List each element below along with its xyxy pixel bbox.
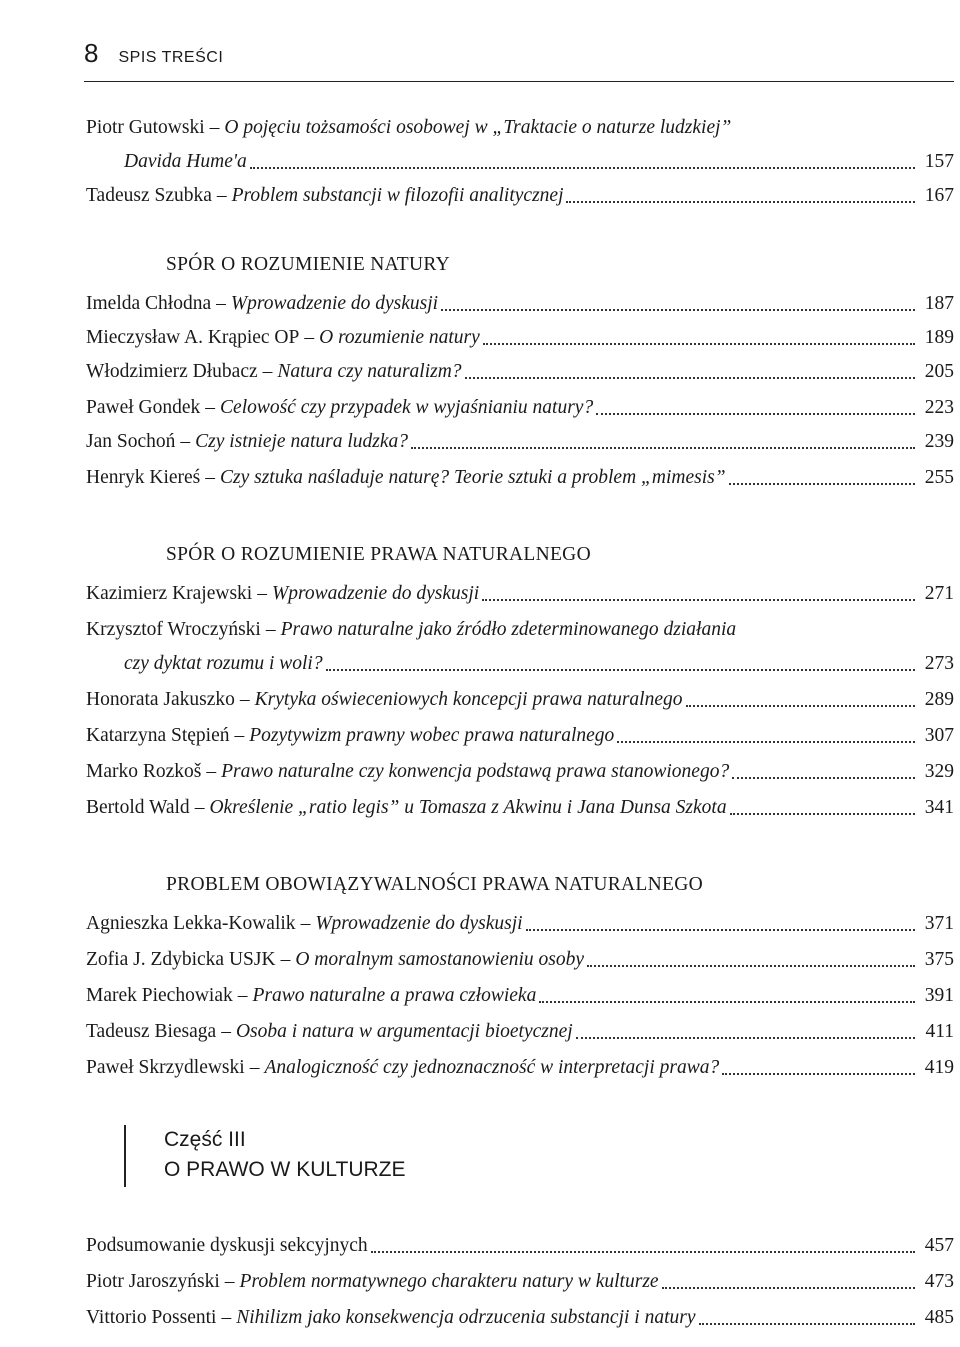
entry-author: Imelda Chłodna [86,293,212,314]
entry-page-number: 457 [924,1235,954,1256]
toc-entry [86,176,954,208]
entry-author: Jan Sochoń [86,431,176,452]
dot-leader [411,446,915,449]
entry-author: Marko Rozkoš [86,761,202,782]
toc-entry [86,976,954,1008]
entry-author: Marek Piechowiak [86,985,233,1006]
entry-author: Honorata Jakuszko [86,689,235,710]
toc-entry [86,904,954,936]
toc-entry [86,458,954,490]
entry-title: Celowość czy przypadek w wyjaśnianiu natury? [220,397,594,418]
dot-leader [596,412,915,415]
toc-entry [86,940,954,972]
entry-author: Tadeusz Biesaga [86,1021,217,1042]
toc-entry [86,318,954,350]
section-heading: SPÓR O ROZUMIENIE PRAWA NATURALNEGO [166,544,591,565]
dot-leader [699,1322,916,1325]
dot-leader [730,812,915,815]
toc-entry [86,610,954,642]
dot-leader [732,776,915,779]
entry-author: Podsumowanie dyskusji sekcyjnych [86,1235,368,1256]
part-heading [124,1125,406,1187]
dot-leader [483,342,915,345]
entry-title: Czy istnieje natura ludzka? [195,431,408,452]
entry-page-number: 411 [925,1021,954,1042]
dot-leader [250,166,915,169]
entry-dash: – [206,761,217,782]
entry-author: Bertold Wald [86,797,190,818]
entry-page-number: 473 [924,1271,954,1292]
entry-title: Wprowadzenie do dyskusji [230,293,439,314]
entry-author: Włodzimierz Dłubacz [86,361,258,382]
dot-leader [587,964,915,967]
toc-entry [86,284,954,316]
entry-title: Prawo naturalne jako źródło zdeterminowanego działania [280,619,737,640]
toc-entry [86,108,954,140]
entry-author: Katarzyna Stępień [86,725,230,746]
dot-leader [617,740,915,743]
entry-dash: – [249,1057,260,1078]
entry-page-number: 289 [924,689,954,710]
entry-author: Piotr Gutowski [86,117,205,138]
entry-dash: – [239,689,250,710]
entry-title: Pozytywizm prawny wobec prawa naturalnego [249,725,615,746]
toc-entry [86,716,954,748]
entry-page-number: 329 [924,761,954,782]
entry-dash: – [194,797,205,818]
entry-title: Określenie „ratio legis” u Tomasza z Akwinu i Jana Dunsa Szkota [209,797,727,818]
entry-title: Wprowadzenie do dyskusji [315,913,523,934]
toc-entry [86,574,954,606]
entry-dash: – [180,431,191,452]
toc-entry [86,680,954,712]
entry-page-number: 187 [924,293,954,314]
entry-dash: – [224,1271,235,1292]
entry-dash: – [237,985,248,1006]
dot-leader [371,1250,915,1253]
section-heading: PROBLEM OBOWIĄZYWALNOŚCI PRAWA NATURALNEGO [166,874,703,895]
entry-dash: – [209,117,220,138]
toc-entry [86,1262,954,1294]
toc-entry [86,352,954,384]
entry-dash: – [234,725,245,746]
entry-dash: – [300,913,311,934]
toc-entry [86,1048,954,1080]
dot-leader [465,376,915,379]
entry-author: Agnieszka Lekka-Kowalik [86,913,296,934]
toc-entry [86,1298,954,1330]
entry-dash: – [262,361,273,382]
toc-entry [86,422,954,454]
entry-page-number: 391 [924,985,954,1006]
entry-title: O moralnym samostanowieniu osoby [295,949,585,970]
toc-entry [86,644,954,676]
dot-leader [662,1286,915,1289]
entry-title: Krytyka oświeceniowych koncepcji prawa naturalnego [254,689,683,710]
entry-author: Tadeusz Szubka [86,185,212,206]
entry-dash: – [221,1021,231,1042]
dot-leader [526,928,915,931]
page-header [84,38,223,69]
dot-leader [576,1036,915,1039]
entry-dash: – [257,583,267,604]
entry-title: Prawo naturalne a prawa człowieka [252,985,537,1006]
entry-page-number: 485 [924,1307,954,1328]
entry-author: Vittorio Possenti [86,1307,217,1328]
entry-page-number: 189 [924,327,954,348]
entry-author: Mieczysław A. Krąpiec OP [86,327,300,348]
dot-leader [686,704,916,707]
entry-title: Natura czy naturalizm? [277,361,462,382]
dot-leader [729,482,915,485]
entry-title: Czy sztuka naśladuje naturę? Teorie sztuki a problem „mimesis” [220,467,726,488]
part-title: O PRAWO W KULTURZE [164,1158,406,1181]
toc-entry [86,788,954,820]
entry-author: Paweł Gondek [86,397,201,418]
header-rule [84,81,954,82]
entry-dash: – [280,949,291,970]
entry-title: Osoba i natura w argumentacji bioetycznej [235,1021,573,1042]
entry-author: Paweł Skrzydlewski [86,1057,245,1078]
entry-title: Problem substancji w filozofii analitycznej [231,185,564,206]
toc-entry [86,142,954,174]
entry-author: Krzysztof Wroczyński [86,619,261,640]
entry-title: O rozumienie natury [319,327,480,348]
dot-leader [326,668,915,671]
entry-author: Zofia J. Zdybicka USJK [86,949,276,970]
entry-dash: – [304,327,315,348]
entry-page-number: 271 [924,583,954,604]
entry-dash: – [205,467,215,488]
entry-page-number: 167 [924,185,954,206]
entry-title: Analogiczność czy jednoznaczność w interpretacji prawa? [264,1057,720,1078]
toc-entry [86,752,954,784]
dot-leader [539,1000,915,1003]
entry-title: Davida Hume'a [124,151,247,172]
entry-dash: – [216,185,227,206]
entry-title: Wprowadzenie do dyskusji [271,583,480,604]
entry-page-number: 157 [924,151,954,172]
entry-dash: – [205,397,216,418]
part-label: Część III [164,1128,246,1151]
entry-page-number: 239 [924,431,954,452]
entry-page-number: 419 [924,1057,954,1078]
entry-author: Piotr Jaroszyński [86,1271,220,1292]
toc-entry [86,1226,954,1258]
entry-title: Nihilizm jako konsekwencja odrzucenia substancji i natury [236,1307,696,1328]
entry-title: Problem normatywnego charakteru natury w kulturze [239,1271,659,1292]
section-heading: SPÓR O ROZUMIENIE NATURY [166,254,451,275]
dot-leader [722,1072,915,1075]
dot-leader [482,598,915,601]
page-number: 8 [84,38,99,68]
entry-title: Prawo naturalne czy konwencja podstawą prawa stanowionego? [221,761,730,782]
toc-entry [86,388,954,420]
entry-page-number: 273 [924,653,954,674]
entry-dash: – [221,1307,232,1328]
entry-title: czy dyktat rozumu i woli? [124,653,323,674]
entry-page-number: 307 [924,725,954,746]
dot-leader [566,200,915,203]
entry-page-number: 371 [924,913,954,934]
toc-entry [86,1012,954,1044]
entry-title: O pojęciu tożsamości osobowej w „Traktacie o naturze ludzkiej” [224,117,732,138]
dot-leader [441,308,915,311]
entry-page-number: 205 [924,361,954,382]
entry-dash: – [265,619,276,640]
running-title: SPIS TREŚCI [118,49,224,66]
entry-page-number: 375 [924,949,954,970]
entry-page-number: 341 [924,797,954,818]
entry-author: Kazimierz Krajewski [86,583,253,604]
entry-page-number: 255 [924,467,954,488]
entry-page-number: 223 [924,397,954,418]
entry-dash: – [216,293,226,314]
entry-author: Henryk Kiereś [86,467,201,488]
